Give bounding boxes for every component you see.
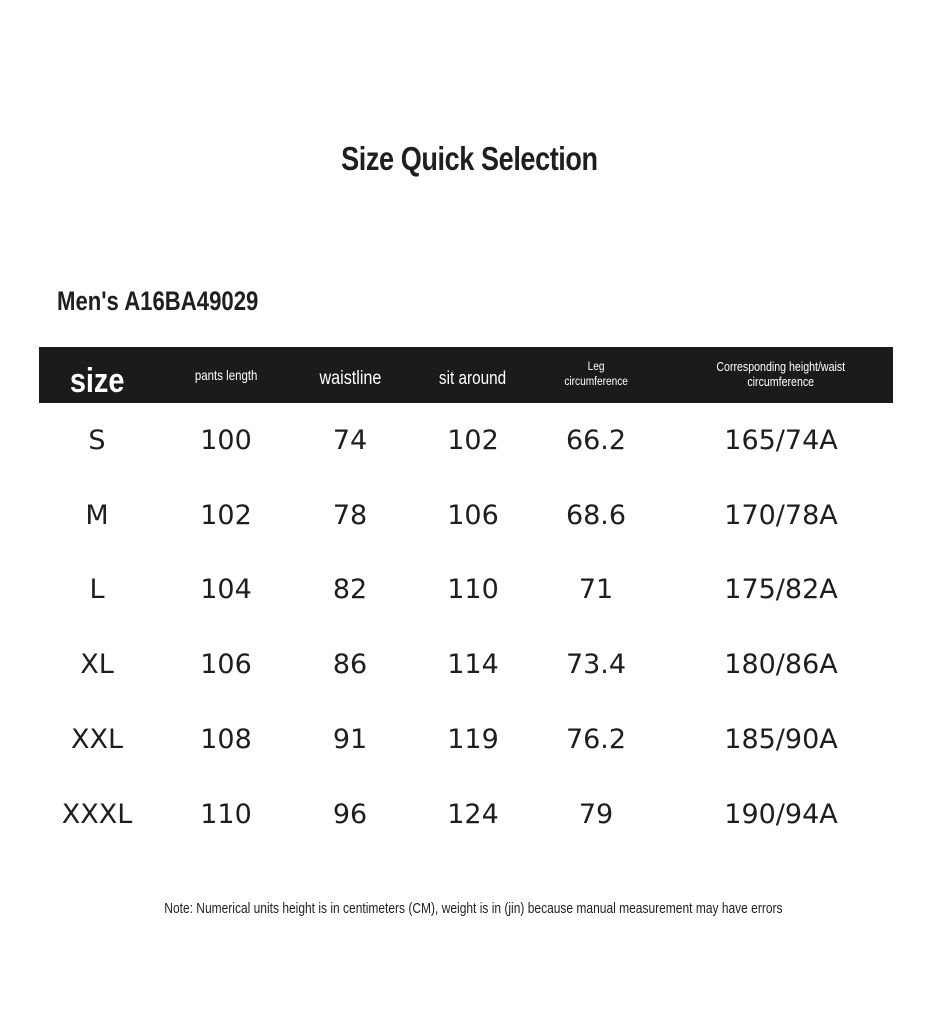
- measurement-note: Note: Numerical units height is in centimeters (CM), weight is in (jin) because manual measurement may have errors: [164, 900, 783, 917]
- header-size: size: [69, 362, 125, 400]
- cell-sit-around: 114: [447, 649, 499, 681]
- cell-leg-circumference: 68.6: [565, 499, 627, 531]
- table-header-row: [39, 347, 893, 403]
- cell-size: M: [85, 499, 109, 531]
- table-body: [39, 403, 893, 852]
- cell-leg-circumference: 66.2: [565, 424, 627, 456]
- cell-sit-around: 102: [447, 424, 499, 456]
- table-row: [39, 478, 893, 553]
- cell-pants-length: 106: [200, 649, 252, 681]
- cell-size: XXXL: [61, 798, 133, 830]
- cell-waistline: 82: [332, 574, 368, 606]
- cell-sit-around: 119: [447, 724, 499, 756]
- cell-height-waist: 175/82A: [724, 574, 838, 606]
- cell-sit-around: 124: [447, 798, 499, 830]
- cell-leg-circumference: 71: [578, 574, 614, 606]
- header-leg-circumference: Leg circumference: [564, 361, 628, 388]
- table-row: [39, 777, 893, 852]
- cell-size: S: [88, 424, 106, 456]
- header-height-waist: Corresponding height/waist circumference: [716, 360, 846, 389]
- cell-size: XL: [80, 649, 114, 681]
- cell-pants-length: 104: [200, 574, 252, 606]
- cell-size: L: [89, 574, 105, 606]
- table-row: [39, 702, 893, 777]
- cell-height-waist: 180/86A: [724, 649, 838, 681]
- cell-sit-around: 110: [447, 574, 499, 606]
- size-table: [39, 347, 893, 852]
- cell-size: XXL: [70, 724, 124, 756]
- product-code: Men's A16BA49029: [57, 286, 259, 316]
- cell-waistline: 91: [332, 724, 368, 756]
- cell-height-waist: 185/90A: [724, 724, 838, 756]
- table-row: [39, 553, 893, 628]
- cell-waistline: 74: [332, 424, 368, 456]
- cell-waistline: 78: [332, 499, 368, 531]
- cell-leg-circumference: 73.4: [565, 649, 627, 681]
- page-title: Size Quick Selection: [341, 140, 598, 177]
- cell-leg-circumference: 76.2: [565, 724, 627, 756]
- cell-sit-around: 106: [447, 499, 499, 531]
- cell-waistline: 86: [332, 649, 368, 681]
- cell-height-waist: 170/78A: [724, 499, 838, 531]
- cell-height-waist: 165/74A: [724, 424, 838, 456]
- table-row: [39, 627, 893, 702]
- header-waistline: waistline: [319, 367, 381, 389]
- cell-height-waist: 190/94A: [724, 798, 838, 830]
- header-sit-around: sit around: [439, 367, 507, 388]
- cell-waistline: 96: [332, 798, 368, 830]
- header-pants-length: pants length: [194, 366, 258, 383]
- cell-pants-length: 110: [200, 798, 252, 830]
- table-row: [39, 403, 893, 478]
- cell-pants-length: 100: [200, 424, 252, 456]
- cell-leg-circumference: 79: [578, 798, 614, 830]
- cell-pants-length: 108: [200, 724, 252, 756]
- cell-pants-length: 102: [200, 499, 252, 531]
